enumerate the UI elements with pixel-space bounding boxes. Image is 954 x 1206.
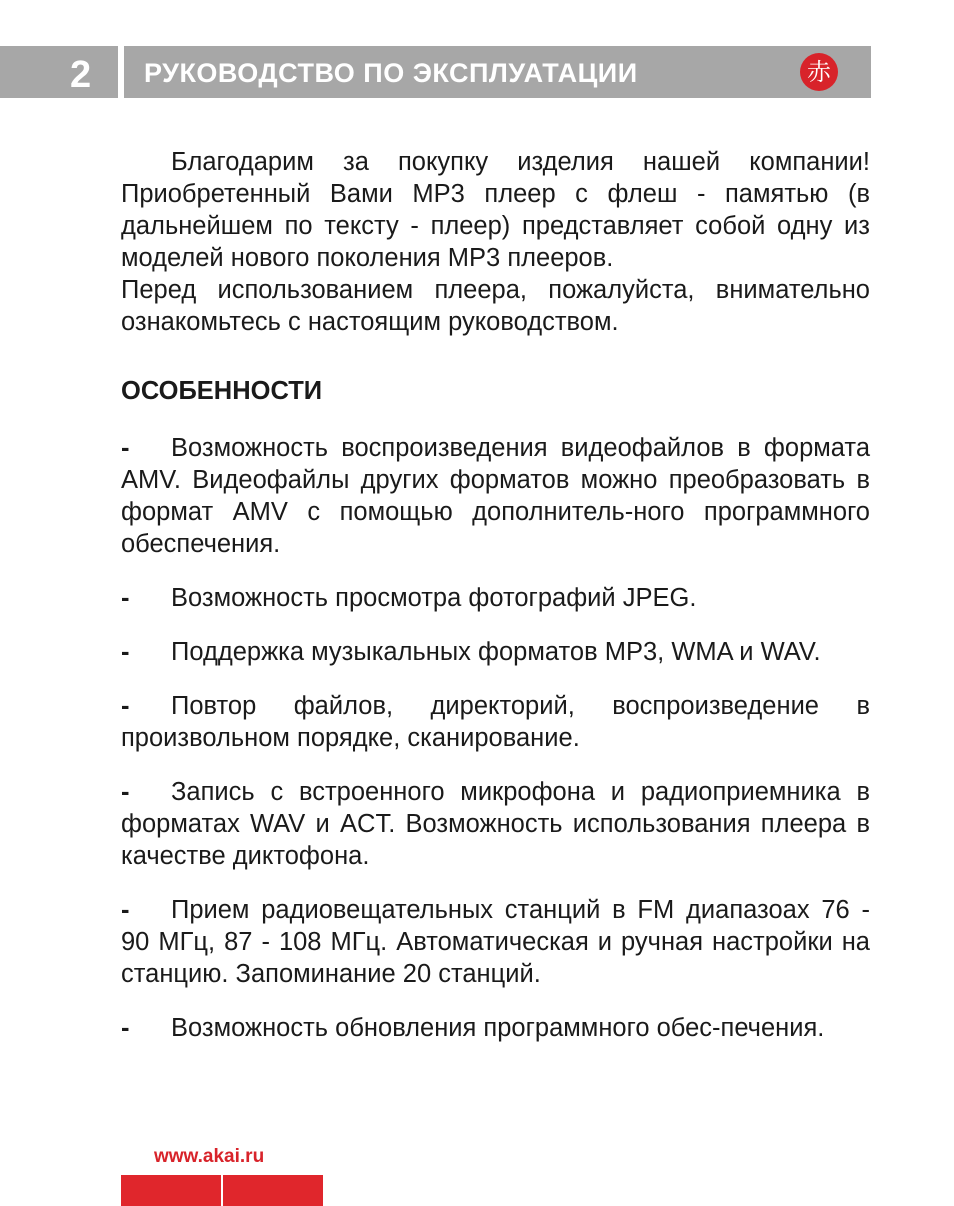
feature-item [121,582,870,614]
feature-text: Повтор файлов, директорий, воспроизведение в произвольном порядке, сканирование. [121,692,870,752]
feature-text: Возможность воспроизведения видеофайлов в формата AMV. Видеофайлы других форматов можно преобразовать в формат AMV с помощью дополнитель-ного программного обеспечения. [121,434,870,558]
intro-paragraph-2: Перед использованием плеера, пожалуйста, внимательно ознакомьтесь с настоящим руководством. [121,276,870,336]
feature-item [121,1012,870,1044]
bullet-dash: - [121,434,130,462]
feature-item [121,776,870,872]
feature-item [121,690,870,754]
page-content [121,146,870,1044]
website-url: www.akai.ru [154,1146,265,1167]
feature-item [121,636,870,668]
footer-bar [223,1175,323,1206]
footer-bar [121,1175,221,1206]
feature-text: Прием радиовещательных станций в FM диапазоах 76 - 90 МГц, 87 - 108 МГц. Автоматическая и ручная настройки на станцию. Запоминание 20 станций. [121,896,870,988]
bullet-dash: - [121,896,130,924]
features-heading: ОСОБЕННОСТИ [121,377,323,405]
feature-item [121,894,870,990]
bullet-dash: - [121,778,130,806]
feature-item [121,432,870,560]
bullet-dash: - [121,638,130,666]
bullet-dash: - [121,584,130,612]
feature-text: Возможность обновления программного обес-печения. [171,1014,825,1042]
feature-text: Возможность просмотра фотографий JPEG. [171,584,697,612]
akai-seal-logo-icon: 赤 [800,53,838,91]
bullet-dash: - [121,1014,130,1042]
manual-title: РУКОВОДСТВО ПО ЭКСПЛУАТАЦИИ [144,58,638,88]
feature-text: Запись с встроенного микрофона и радиоприемника в форматах WAV и ACT. Возможность использования плеера в качестве диктофона. [121,778,870,870]
page-header [0,46,871,98]
page-number: 2 [70,54,92,96]
bullet-dash: - [121,692,130,720]
intro-paragraph-1: Благодарим за покупку изделия нашей компании! Приобретенный Вами MP3 плеер с флеш - памятью (в дальнейшем по тексту - плеер) представляет собой одну из моделей нового поколения MP3 плееров. [121,148,870,272]
feature-text: Поддержка музыкальных форматов MP3, WMA и WAV. [171,638,821,666]
header-divider [118,46,124,98]
